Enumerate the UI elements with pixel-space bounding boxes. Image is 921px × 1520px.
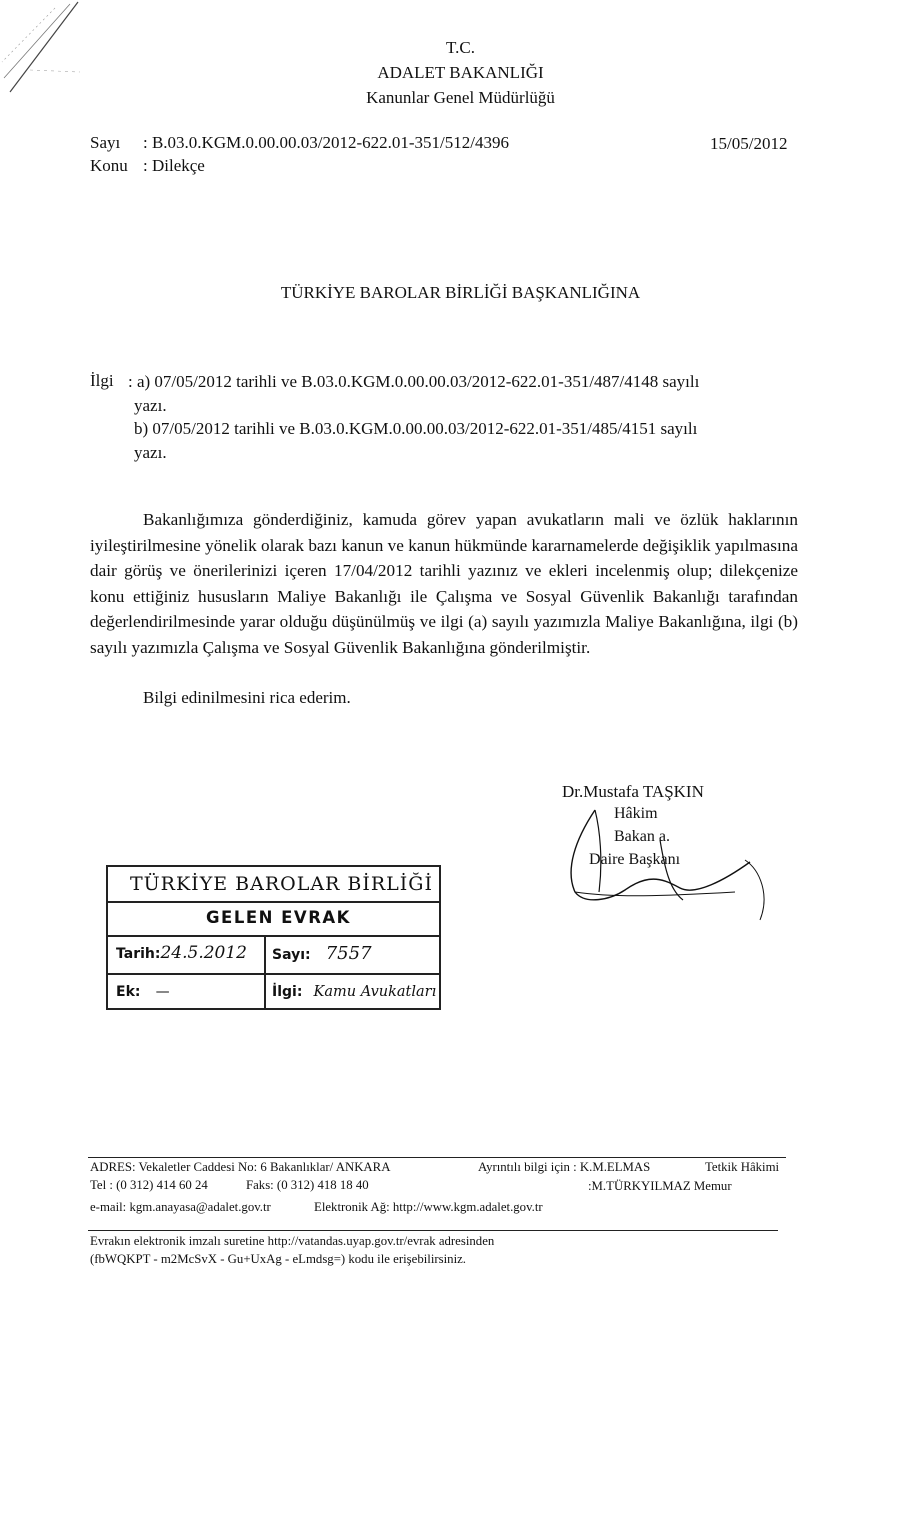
footer-rule-bottom bbox=[88, 1230, 778, 1231]
stamp-divider bbox=[264, 935, 266, 973]
footer-rule-top bbox=[88, 1157, 786, 1158]
header-ministry: ADALET BAKANLIĞI bbox=[377, 63, 544, 82]
body-paragraph-2: Bilgi edinilmesini rica ederim. bbox=[143, 688, 351, 707]
recipient: TÜRKİYE BAROLAR BİRLİĞİ BAŞKANLIĞINA bbox=[280, 283, 641, 302]
stamp-row-type bbox=[108, 901, 439, 937]
stamp-sayi bbox=[272, 943, 372, 973]
header-directorate: Kanunlar Genel Müdürlüğü bbox=[366, 88, 555, 107]
footer-info-contact: Ayrıntılı bilgi için : K.M.ELMAS bbox=[478, 1160, 651, 1174]
stamp-divider-2 bbox=[264, 973, 266, 1010]
footer-address: ADRES: Vekaletler Caddesi No: 6 Bakanlıklar/ ANKARA bbox=[90, 1160, 391, 1174]
stamp-ek-label: Ek: bbox=[116, 984, 141, 1000]
stamp-tarih-label: Tarih: bbox=[116, 946, 161, 962]
stamp-row-tarih-sayi bbox=[108, 935, 439, 975]
footer-tel: Tel : (0 312) 414 60 24 bbox=[90, 1178, 208, 1192]
signature-name: Dr.Mustafa TAŞKIN bbox=[562, 782, 704, 801]
incoming-document-stamp bbox=[106, 865, 441, 1010]
konu-value: : Dilekçe bbox=[143, 156, 205, 175]
stamp-sayi-label: Sayı: bbox=[272, 947, 311, 963]
handwritten-signature bbox=[555, 800, 775, 930]
ilgi-b-line1: b) 07/05/2012 tarihli ve B.03.0.KGM.0.00.00.03/2012-622.01-351/485/4151 sayılı bbox=[134, 419, 698, 438]
document-date: 15/05/2012 bbox=[710, 134, 788, 153]
stamp-ilgi bbox=[272, 981, 436, 1010]
stamp-ek bbox=[116, 981, 261, 1010]
header-tc: T.C. bbox=[446, 38, 475, 57]
signature-title-daire: Daire Başkanı bbox=[589, 851, 681, 868]
ilgi-b-line2: yazı. bbox=[134, 443, 167, 462]
signature-title-bakan: Bakan a. bbox=[614, 828, 670, 845]
footer-evrak-line1: Evrakın elektronik imzalı suretine http://vatandas.uyap.gov.tr/evrak adresinden bbox=[90, 1234, 495, 1248]
ilgi-a-line1: : a) 07/05/2012 tarihli ve B.03.0.KGM.0.00.00.03/2012-622.01-351/487/4148 sayılı bbox=[128, 372, 700, 391]
footer-info-role: Tetkik Hâkimi bbox=[705, 1160, 780, 1174]
ilgi-label: İlgi bbox=[90, 371, 114, 390]
footer-evrak-line2: (fbWQKPT - m2McSvX - Gu+UxAg - eLmdsg=) kodu ile erişebilirsiniz. bbox=[90, 1252, 467, 1266]
body-paragraph-1: Bakanlığımıza gönderdiğiniz, kamuda görev yapan avukatların mali ve özlük haklarının iyileştirilmesine yönelik olarak bazı kanun ve kanun hükmünde kararnamelerde değişiklik yapılmasına dair görüş ve önerilerinizi içeren 17/04/2012 tarihli yazınız ve ekleri incelenmiş olup; dilekçenize konu ettiğiniz hususların Maliye Bakanlığı ile Çalışma ve Sosyal Güvenlik Bakanlığı tarafından değerlendirilmesinde yarar olduğu düşünülmüş ve ilgi (a) sayılı yazımızla Maliye Bakanlığına, ilgi (b) sayılı yazımızla Çalışma ve Sosyal Güvenlik Bakanlığına gönderilmiştir. bbox=[90, 510, 798, 657]
signature-title-hakim: Hâkim bbox=[614, 805, 658, 822]
sayi-value: : B.03.0.KGM.0.00.00.03/2012-622.01-351/512/4396 bbox=[143, 133, 509, 152]
footer-network: Elektronik Ağ: http://www.kgm.adalet.gov.tr bbox=[314, 1200, 543, 1214]
sayi-label: Sayı bbox=[90, 133, 121, 152]
stamp-ilgi-value: Kamu Avukatları bbox=[313, 984, 437, 1000]
stamp-org: TÜRKİYE BAROLAR BİRLİĞİ bbox=[130, 873, 433, 895]
stamp-tarih bbox=[116, 943, 266, 973]
stamp-ek-value: — bbox=[155, 984, 170, 1000]
footer-info-person2: :M.TÜRKYILMAZ Memur bbox=[588, 1179, 732, 1193]
stamp-row-ek-ilgi bbox=[108, 973, 439, 1010]
stamp-tarih-value: 24.5.2012 bbox=[160, 943, 247, 963]
stamp-type: GELEN EVRAK bbox=[206, 908, 351, 927]
footer-email: e-mail: kgm.anayasa@adalet.gov.tr bbox=[90, 1200, 271, 1214]
stamp-row-org bbox=[108, 867, 439, 903]
ilgi-a-line2: yazı. bbox=[134, 396, 167, 415]
stamp-ilgi-label: İlgi: bbox=[272, 984, 303, 1000]
stamp-sayi-value: 7557 bbox=[325, 943, 372, 964]
footer-fax: Faks: (0 312) 418 18 40 bbox=[246, 1178, 369, 1192]
konu-label: Konu bbox=[90, 156, 128, 175]
